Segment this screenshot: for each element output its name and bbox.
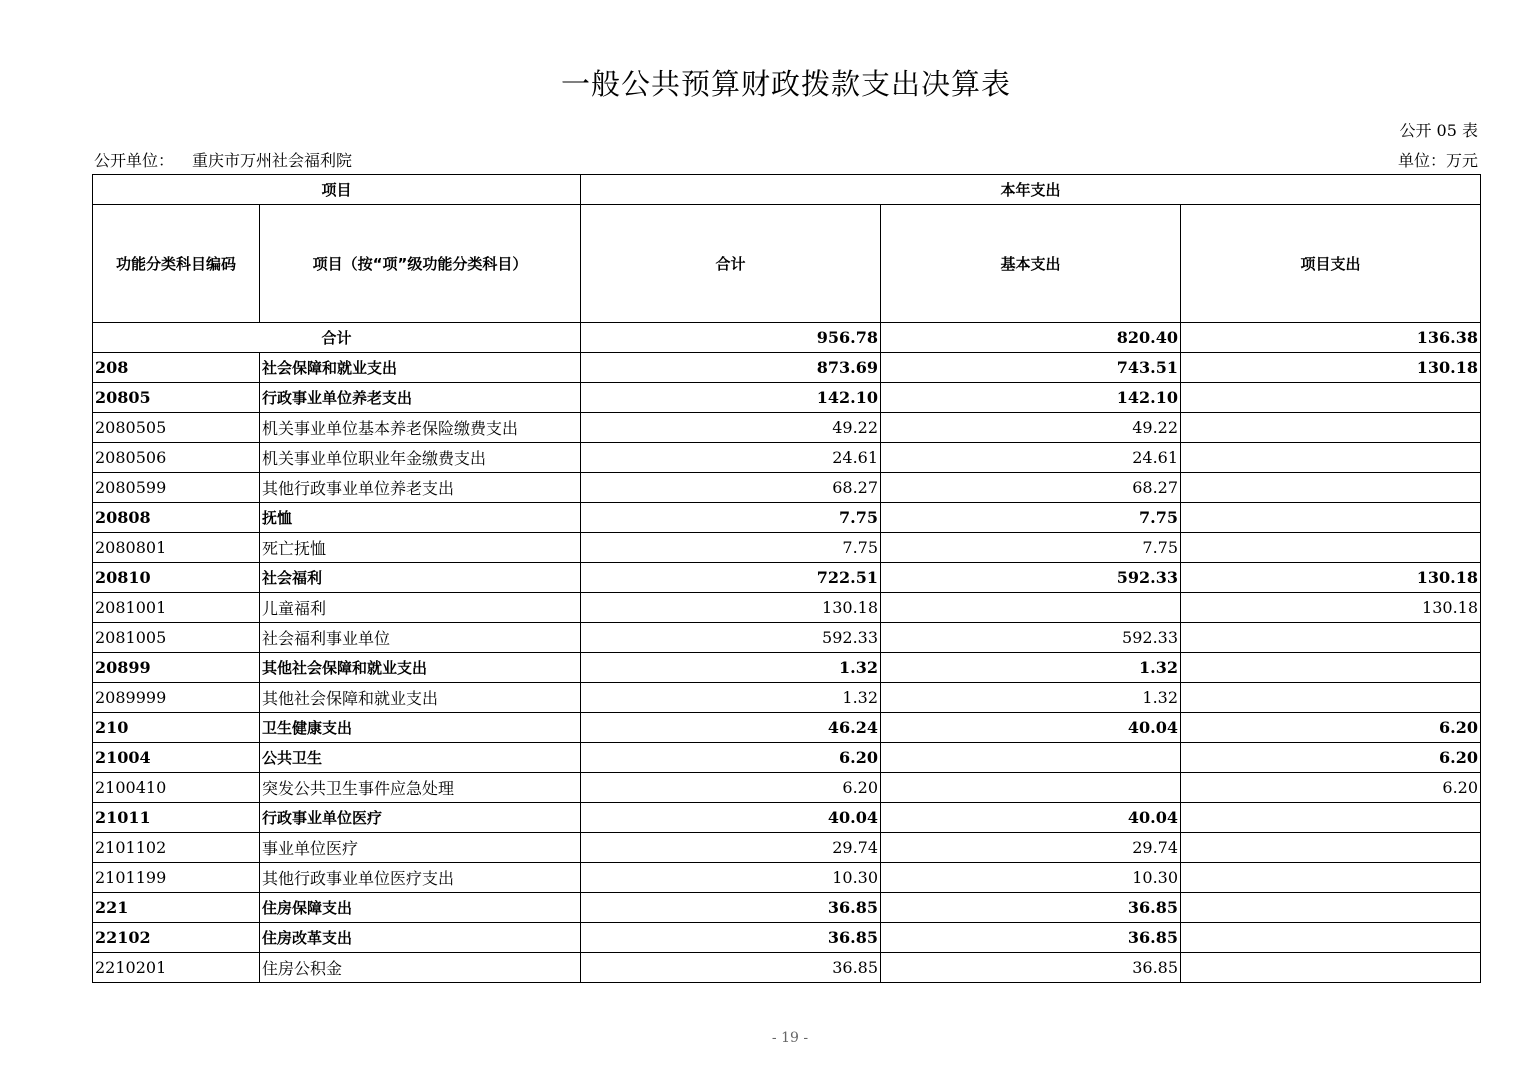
row-code: 2081001 bbox=[93, 593, 260, 623]
row-code: 20810 bbox=[93, 563, 260, 593]
row-code: 20805 bbox=[93, 383, 260, 413]
row-code: 2080506 bbox=[93, 443, 260, 473]
row-basic: 36.85 bbox=[881, 893, 1181, 923]
table-row bbox=[93, 443, 1481, 473]
table-row bbox=[93, 503, 1481, 533]
total-project: 136.38 bbox=[1181, 323, 1481, 353]
row-project bbox=[1181, 443, 1481, 473]
row-basic: 36.85 bbox=[881, 923, 1181, 953]
table-row bbox=[93, 893, 1481, 923]
table-row bbox=[93, 623, 1481, 653]
row-total: 46.24 bbox=[581, 713, 881, 743]
row-basic: 592.33 bbox=[881, 563, 1181, 593]
row-code: 208 bbox=[93, 353, 260, 383]
row-project bbox=[1181, 473, 1481, 503]
row-code: 22102 bbox=[93, 923, 260, 953]
table-row bbox=[93, 533, 1481, 563]
row-total: 592.33 bbox=[581, 623, 881, 653]
row-name: 抚恤 bbox=[260, 503, 581, 533]
header-name: 项目（按“项”级功能分类科目） bbox=[260, 205, 581, 323]
table-row bbox=[93, 863, 1481, 893]
row-name: 社会福利事业单位 bbox=[260, 623, 581, 653]
row-code: 2100410 bbox=[93, 773, 260, 803]
row-name: 住房保障支出 bbox=[260, 893, 581, 923]
row-code: 2101199 bbox=[93, 863, 260, 893]
table-row bbox=[93, 683, 1481, 713]
row-project bbox=[1181, 803, 1481, 833]
row-project: 130.18 bbox=[1181, 563, 1481, 593]
total-label: 合计 bbox=[93, 323, 581, 353]
row-basic: 592.33 bbox=[881, 623, 1181, 653]
table-row bbox=[93, 593, 1481, 623]
row-code: 21011 bbox=[93, 803, 260, 833]
row-project bbox=[1181, 923, 1481, 953]
row-name: 突发公共卫生事件应急处理 bbox=[260, 773, 581, 803]
row-name: 公共卫生 bbox=[260, 743, 581, 773]
row-total: 6.20 bbox=[581, 743, 881, 773]
row-code: 2080505 bbox=[93, 413, 260, 443]
row-name: 卫生健康支出 bbox=[260, 713, 581, 743]
row-name: 行政事业单位养老支出 bbox=[260, 383, 581, 413]
unit-measure: 单位：万元 bbox=[1397, 151, 1478, 170]
budget-table bbox=[92, 174, 1481, 983]
row-project: 130.18 bbox=[1181, 593, 1481, 623]
table-row bbox=[93, 743, 1481, 773]
row-code: 2081005 bbox=[93, 623, 260, 653]
row-total: 68.27 bbox=[581, 473, 881, 503]
row-basic: 7.75 bbox=[881, 533, 1181, 563]
row-name: 机关事业单位职业年金缴费支出 bbox=[260, 443, 581, 473]
row-project bbox=[1181, 953, 1481, 983]
row-project bbox=[1181, 833, 1481, 863]
row-basic: 40.04 bbox=[881, 713, 1181, 743]
table-row bbox=[93, 713, 1481, 743]
header-row-2 bbox=[93, 205, 1481, 323]
row-name: 社会保障和就业支出 bbox=[260, 353, 581, 383]
row-total: 7.75 bbox=[581, 503, 881, 533]
form-number: 公开 05 表 bbox=[1399, 121, 1478, 140]
table-row bbox=[93, 563, 1481, 593]
table-row bbox=[93, 413, 1481, 443]
row-name: 其他行政事业单位养老支出 bbox=[260, 473, 581, 503]
header-basic: 基本支出 bbox=[881, 205, 1181, 323]
row-name: 其他行政事业单位医疗支出 bbox=[260, 863, 581, 893]
row-name: 住房改革支出 bbox=[260, 923, 581, 953]
header-item: 项目 bbox=[93, 175, 581, 205]
row-basic: 1.32 bbox=[881, 683, 1181, 713]
row-total: 142.10 bbox=[581, 383, 881, 413]
row-name: 儿童福利 bbox=[260, 593, 581, 623]
row-basic: 10.30 bbox=[881, 863, 1181, 893]
table-row bbox=[93, 923, 1481, 953]
table-row bbox=[93, 833, 1481, 863]
row-name: 其他社会保障和就业支出 bbox=[260, 683, 581, 713]
row-code: 21004 bbox=[93, 743, 260, 773]
row-basic: 36.85 bbox=[881, 953, 1181, 983]
row-name: 死亡抚恤 bbox=[260, 533, 581, 563]
row-name: 其他社会保障和就业支出 bbox=[260, 653, 581, 683]
row-project bbox=[1181, 653, 1481, 683]
table-row bbox=[93, 773, 1481, 803]
unit-name: 重庆市万州社会福利院 bbox=[192, 151, 353, 170]
row-name: 社会福利 bbox=[260, 563, 581, 593]
row-total: 36.85 bbox=[581, 923, 881, 953]
row-name: 机关事业单位基本养老保险缴费支出 bbox=[260, 413, 581, 443]
total-basic: 820.40 bbox=[881, 323, 1181, 353]
row-project bbox=[1181, 683, 1481, 713]
row-name: 事业单位医疗 bbox=[260, 833, 581, 863]
header-code: 功能分类科目编码 bbox=[93, 205, 260, 323]
row-total: 36.85 bbox=[581, 953, 881, 983]
row-project: 6.20 bbox=[1181, 713, 1481, 743]
row-basic bbox=[881, 593, 1181, 623]
row-basic bbox=[881, 773, 1181, 803]
row-project bbox=[1181, 413, 1481, 443]
row-basic: 743.51 bbox=[881, 353, 1181, 383]
row-basic: 68.27 bbox=[881, 473, 1181, 503]
table-row bbox=[93, 653, 1481, 683]
row-project bbox=[1181, 383, 1481, 413]
row-code: 2080801 bbox=[93, 533, 260, 563]
row-total: 29.74 bbox=[581, 833, 881, 863]
row-total: 7.75 bbox=[581, 533, 881, 563]
meta-row bbox=[94, 148, 1478, 170]
row-basic: 49.22 bbox=[881, 413, 1181, 443]
table-row bbox=[93, 953, 1481, 983]
row-total: 40.04 bbox=[581, 803, 881, 833]
row-total: 1.32 bbox=[581, 653, 881, 683]
row-code: 221 bbox=[93, 893, 260, 923]
row-total: 873.69 bbox=[581, 353, 881, 383]
table-row bbox=[93, 353, 1481, 383]
header-project: 项目支出 bbox=[1181, 205, 1481, 323]
row-total: 130.18 bbox=[581, 593, 881, 623]
page-title: 一般公共预算财政拨款支出决算表 bbox=[560, 67, 1011, 101]
row-project: 130.18 bbox=[1181, 353, 1481, 383]
row-basic: 29.74 bbox=[881, 833, 1181, 863]
row-project bbox=[1181, 503, 1481, 533]
row-basic: 40.04 bbox=[881, 803, 1181, 833]
row-name: 住房公积金 bbox=[260, 953, 581, 983]
table-row bbox=[93, 803, 1481, 833]
row-project bbox=[1181, 893, 1481, 923]
row-code: 210 bbox=[93, 713, 260, 743]
page-number: - 19 - bbox=[771, 1030, 809, 1046]
row-name: 行政事业单位医疗 bbox=[260, 803, 581, 833]
row-project: 6.20 bbox=[1181, 743, 1481, 773]
row-code: 2101102 bbox=[93, 833, 260, 863]
row-code: 20808 bbox=[93, 503, 260, 533]
row-basic bbox=[881, 743, 1181, 773]
row-code: 2080599 bbox=[93, 473, 260, 503]
header-row-1 bbox=[93, 175, 1481, 205]
unit-label: 公开单位： bbox=[94, 151, 175, 170]
row-basic: 24.61 bbox=[881, 443, 1181, 473]
row-project bbox=[1181, 533, 1481, 563]
table-row bbox=[93, 473, 1481, 503]
total-row bbox=[93, 323, 1481, 353]
row-code: 20899 bbox=[93, 653, 260, 683]
row-code: 2210201 bbox=[93, 953, 260, 983]
row-total: 10.30 bbox=[581, 863, 881, 893]
row-project: 6.20 bbox=[1181, 773, 1481, 803]
row-code: 2089999 bbox=[93, 683, 260, 713]
row-total: 1.32 bbox=[581, 683, 881, 713]
row-project bbox=[1181, 863, 1481, 893]
row-project bbox=[1181, 623, 1481, 653]
row-basic: 7.75 bbox=[881, 503, 1181, 533]
row-basic: 142.10 bbox=[881, 383, 1181, 413]
header-total: 合计 bbox=[581, 205, 881, 323]
row-total: 36.85 bbox=[581, 893, 881, 923]
row-basic: 1.32 bbox=[881, 653, 1181, 683]
header-year-expense: 本年支出 bbox=[581, 175, 1481, 205]
table-row bbox=[93, 383, 1481, 413]
row-total: 6.20 bbox=[581, 773, 881, 803]
row-total: 24.61 bbox=[581, 443, 881, 473]
row-total: 722.51 bbox=[581, 563, 881, 593]
row-total: 49.22 bbox=[581, 413, 881, 443]
total-sum: 956.78 bbox=[581, 323, 881, 353]
